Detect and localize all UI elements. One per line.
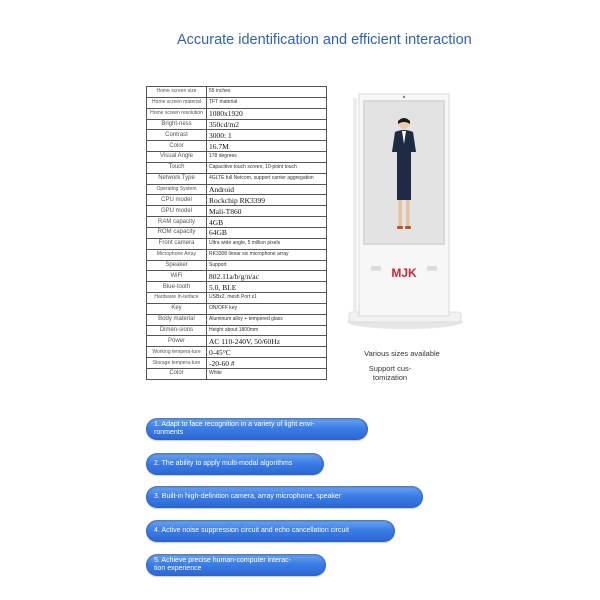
spec-value: ON/OFF key: [207, 303, 327, 314]
caption-sizes: Various sizes available: [364, 349, 440, 358]
spec-row: [147, 293, 327, 304]
spec-label: Network Type: [147, 173, 207, 184]
spec-value: Support: [207, 260, 327, 271]
spec-label: GPU model: [147, 206, 207, 217]
spec-label: Key: [147, 303, 207, 314]
speaker-grille: [427, 266, 437, 271]
spec-row: [147, 130, 327, 141]
caption-custom: [360, 364, 420, 382]
feature-pill-2: [146, 453, 324, 475]
spec-value: Height about 1800mm: [207, 325, 327, 336]
spec-value: 16.7M: [207, 141, 327, 152]
spec-label: Bright-ness: [147, 119, 207, 130]
spec-row: [147, 195, 327, 206]
spec-row: [147, 260, 327, 271]
spec-label: Microphone Array: [147, 249, 207, 260]
spec-row: [147, 227, 327, 238]
spec-label: Home screen resolution: [147, 108, 207, 119]
caption-custom-line2: tomization: [372, 373, 408, 382]
spec-value: Ultra wide angle, 5 million pixels: [207, 238, 327, 249]
spec-row: [147, 249, 327, 260]
spec-value: 350cd/m2: [207, 119, 327, 130]
spec-value: 4GB: [207, 217, 327, 228]
spec-label: Color: [147, 141, 207, 152]
spec-row: [147, 173, 327, 184]
spec-row: [147, 347, 327, 358]
spec-row: [147, 141, 327, 152]
feature-text: 4. Active noise suppression circuit and echo cancellation circuit: [154, 527, 349, 534]
spec-row: [147, 97, 327, 108]
spec-label: Body material: [147, 314, 207, 325]
spec-value: TFT material: [207, 97, 327, 108]
spec-table: [146, 86, 327, 380]
spec-value: 0-45°C: [207, 347, 327, 358]
spec-row: [147, 238, 327, 249]
speaker-grille: [371, 266, 381, 271]
spec-row: [147, 271, 327, 282]
spec-label: ROM capacity: [147, 227, 207, 238]
spec-value: 55 inches: [207, 87, 327, 98]
feature-text: ronments: [154, 429, 184, 436]
spec-value: 802.11a/b/g/n/ac: [207, 271, 327, 282]
spec-value: Mali-T860: [207, 206, 327, 217]
spec-value: USBx2, mesh Port x1: [207, 293, 327, 304]
spec-value: 4GLTE full Netcom, support carrier aggregation: [207, 173, 327, 184]
spec-label: WiFi: [147, 271, 207, 282]
spec-label: Power: [147, 336, 207, 347]
kiosk-illustration: [345, 90, 465, 330]
feature-pill-1: [146, 418, 368, 440]
spec-value: 64GB: [207, 227, 327, 238]
spec-label: Speaker: [147, 260, 207, 271]
feature-text: 5. Achieve precise human-computer interac-: [154, 557, 291, 564]
spec-row: [147, 184, 327, 195]
spec-value: 178 degrees: [207, 152, 327, 163]
spec-value: Capacitive touch screen, 10-point touch: [207, 162, 327, 173]
spec-value: AC 110-240V, 50/60Hz: [207, 336, 327, 347]
spec-label: Home screen material: [147, 97, 207, 108]
spec-row: [147, 368, 327, 379]
spec-label: Operating System: [147, 184, 207, 195]
spec-label: RAM capacity: [147, 217, 207, 228]
spec-label: Hardware In-terface: [147, 293, 207, 304]
spec-label: Front camera: [147, 238, 207, 249]
spec-value: 5.0, BLE: [207, 282, 327, 293]
spec-label: Contrast: [147, 130, 207, 141]
spec-row: [147, 162, 327, 173]
feature-pill-3: [146, 486, 423, 508]
spec-label: Touch: [147, 162, 207, 173]
spec-label: CPU model: [147, 195, 207, 206]
spec-label: Color: [147, 368, 207, 379]
spec-value: 1080x1920: [207, 108, 327, 119]
feature-pill-5: [146, 554, 326, 576]
spec-label: Visual Angle: [147, 152, 207, 163]
spec-value: Android: [207, 184, 327, 195]
spec-row: [147, 303, 327, 314]
spec-row: [147, 108, 327, 119]
caption-custom-line1: Support cus-: [368, 364, 412, 373]
spec-label: Working tempera-ture: [147, 347, 207, 358]
spec-value: RK3308 linear six microphone array: [207, 249, 327, 260]
spec-row: [147, 325, 327, 336]
feature-pill-4: [146, 520, 395, 542]
spec-label: Blue-tooth: [147, 282, 207, 293]
spec-row: [147, 336, 327, 347]
spec-value: Rockchip RK3399: [207, 195, 327, 206]
spec-row: [147, 358, 327, 369]
spec-label: Home screen size: [147, 87, 207, 98]
spec-row: [147, 152, 327, 163]
spec-row: [147, 314, 327, 325]
spec-row: [147, 119, 327, 130]
spec-label: Storage tempera-ture: [147, 358, 207, 369]
spec-value: 3000: 1: [207, 130, 327, 141]
headline: Accurate identification and efficient interaction: [177, 32, 472, 48]
spec-row: [147, 206, 327, 217]
spec-row: [147, 282, 327, 293]
kiosk-logo: MJK: [391, 266, 417, 280]
feature-text: tion experience: [154, 565, 202, 572]
spec-value: -20-60 #: [207, 358, 327, 369]
feature-text: 2. The ability to apply multi-modal algorithms: [154, 460, 293, 467]
feature-text: 3. Built-in high-definition camera, array microphone, speaker: [154, 493, 342, 500]
spec-value: Aluminum alloy + tempered glass: [207, 314, 327, 325]
spec-row: [147, 87, 327, 98]
feature-text: 1. Adapt to face recognition in a variety of light envi-: [154, 421, 315, 428]
spec-row: [147, 217, 327, 228]
spec-label: Dimen-sions: [147, 325, 207, 336]
spec-value: White: [207, 368, 327, 379]
